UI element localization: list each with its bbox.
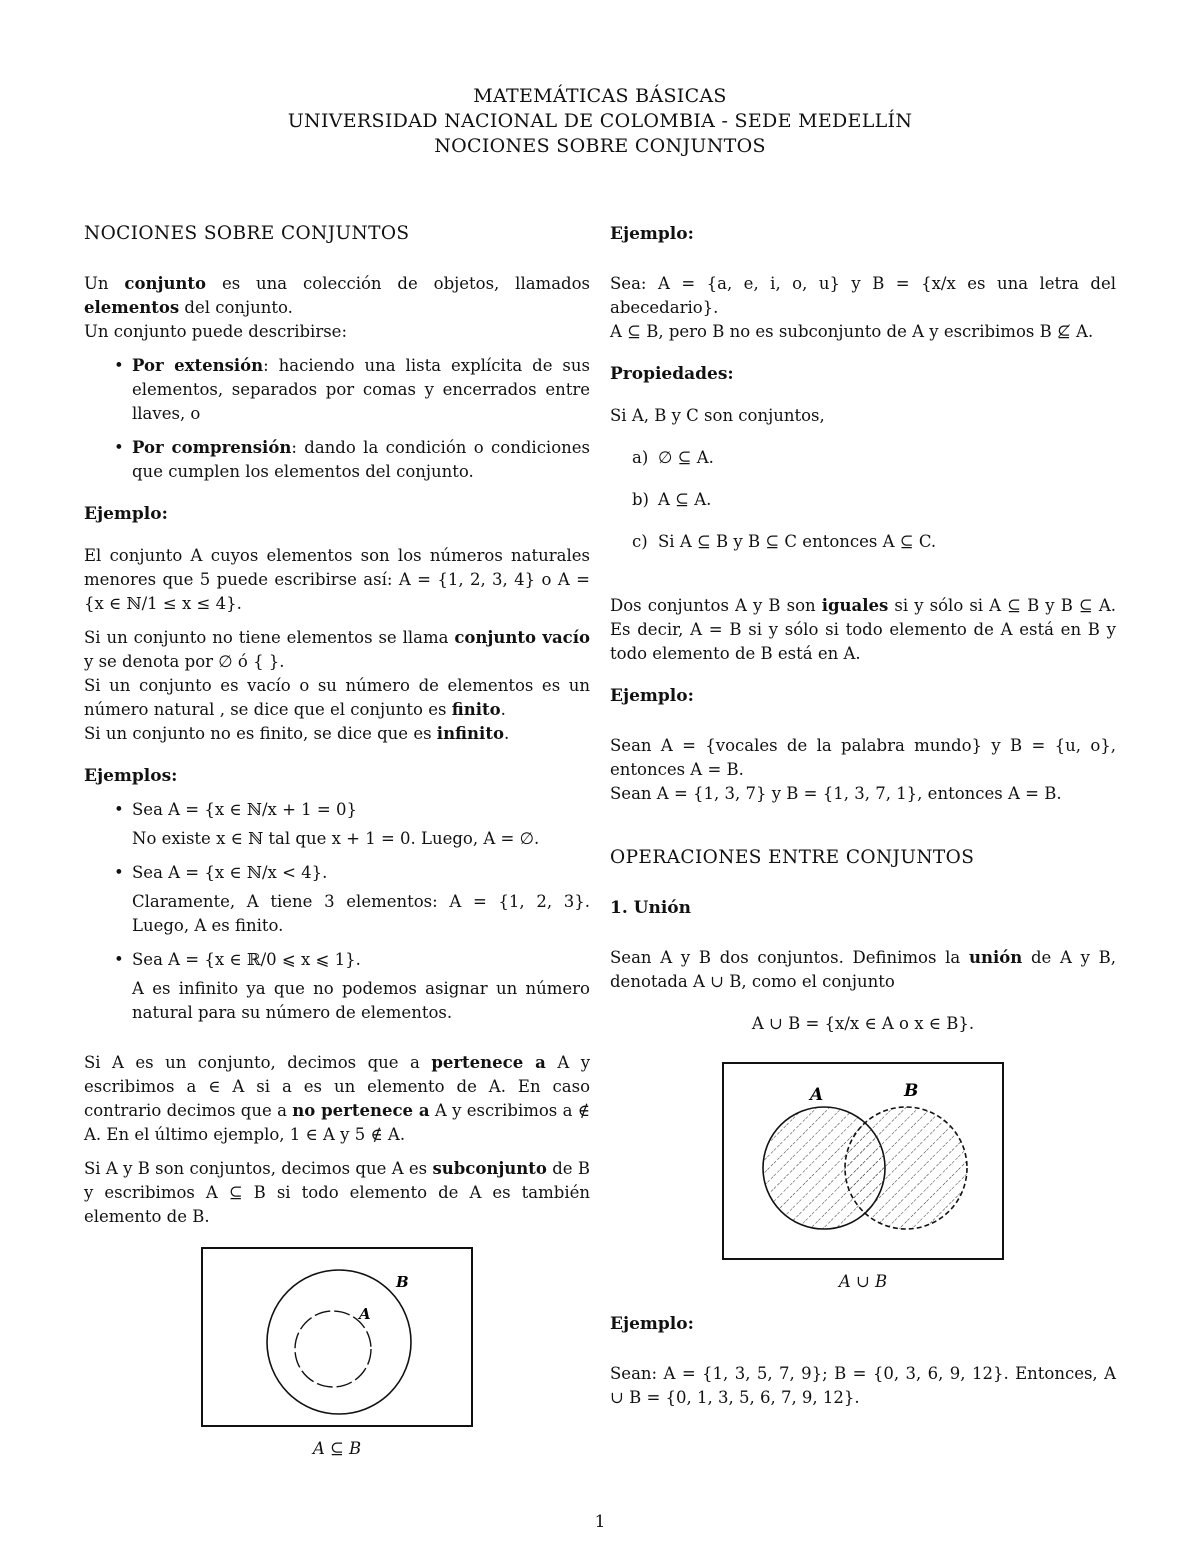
empty-set-paragraph: Si un conjunto no tiene elementos se llama conjunto vacío y se denota por ∅ ó { }. <box>84 628 590 671</box>
example-item-2: • Sea A = {x ∈ ℕ/x < 4}. <box>84 861 590 885</box>
left-column <box>84 222 590 1461</box>
circle-b <box>845 1107 967 1229</box>
properties-intro: Si A, B y C son conjuntos, <box>610 406 825 425</box>
term-elementos: elementos <box>84 298 180 317</box>
term-conjunto: conjunto <box>124 274 207 293</box>
university-name: UNIVERSIDAD NACIONAL DE COLOMBIA - SEDE MEDELLÍN <box>287 110 913 132</box>
bullet-comprension: • Por comprensión: dando la condición o condiciones que cumplen los elementos del conjunto. <box>84 436 590 484</box>
vowels-example: Sea: A = {a, e, i, o, u} y B = {x/x es una letra del abecedario}. <box>610 274 1116 317</box>
example-item-1: • Sea A = {x ∈ ℕ/x + 1 = 0} <box>84 798 590 822</box>
subtitle-union: 1. Unión <box>610 898 692 918</box>
label-b: B <box>396 1273 409 1291</box>
vowels-conclusion: A ⊆ B, pero B no es subconjunto de A y escribimos B ⊈ A. <box>610 322 1094 341</box>
describe-paragraph: Un conjunto puede describirse: <box>84 322 348 341</box>
right-column <box>610 222 1116 1410</box>
subtitle-ejemplo-equality: Ejemplo: <box>610 686 694 706</box>
label-a: A <box>810 1085 824 1105</box>
subset-venn-diagram <box>201 1247 473 1427</box>
union-example: Sean: A = {1, 3, 5, 7, 9}; B = {0, 3, 6, 9, 12}. Entonces, A ∪ B = {0, 1, 3, 5, 6, 7, 9, 12}. <box>610 1364 1116 1407</box>
page-number: 1 <box>594 1512 606 1532</box>
subtitle-ejemplo-union: Ejemplo: <box>610 1314 694 1334</box>
subset-caption: A ⊆ B <box>312 1439 362 1458</box>
subtitle-ejemplo-right: Ejemplo: <box>610 224 694 244</box>
example-item-3-detail: A es infinito ya que no podemos asignar un número natural para su número de elementos. <box>132 979 590 1022</box>
equality-paragraph: Dos conjuntos A y B son iguales si y sólo si A ⊆ B y B ⊆ A. Es decir, A = B si y sólo si todo elemento de A está en B y todo elemento de B está en A. <box>610 596 1116 663</box>
equality-example-1: Sean A = {vocales de la palabra mundo} y B = {u, o}, entonces A = B. <box>610 736 1116 779</box>
circle-b <box>267 1270 411 1414</box>
membership-paragraph: Si A es un conjunto, decimos que a pertenece a A y escribimos a ∈ A si a es un elemento de A. En caso contrario decimos que a no pertenece a A y escribimos a ∉ A. En el último ejemplo, 1 ∈ A y 5 ∉ A. <box>84 1053 591 1144</box>
section-title-operaciones: OPERACIONES ENTRE CONJUNTOS <box>610 847 975 868</box>
section-title-nociones: NOCIONES SOBRE CONJUNTOS <box>84 223 410 244</box>
union-venn-diagram <box>722 1062 1004 1260</box>
subtitle-ejemplos: Ejemplos: <box>84 766 178 786</box>
example-paragraph: El conjunto A cuyos elementos son los números naturales menores que 5 puede escribirse así: A = {1, 2, 3, 4} o A = {x ∈ ℕ/1 ≤ x ≤ 4}. <box>84 546 590 613</box>
property-c: c) Si A ⊆ B y B ⊆ C entonces A ⊆ C. <box>632 532 937 551</box>
example-item-1-detail: No existe x ∈ ℕ tal que x + 1 = 0. Luego, A = ∅. <box>132 829 540 848</box>
topic-title: NOCIONES SOBRE CONJUNTOS <box>434 135 766 157</box>
definition-paragraph: Un conjunto es una colección de objetos, llamados elementos del conjunto. <box>84 274 590 317</box>
label-a: A <box>359 1305 371 1323</box>
equality-example-2: Sean A = {1, 3, 7} y B = {1, 3, 7, 1}, entonces A = B. <box>610 784 1062 803</box>
subtitle-propiedades: Propiedades: <box>610 364 734 384</box>
document-header <box>0 84 1200 159</box>
property-b: b) A ⊆ A. <box>632 490 712 509</box>
finite-paragraph: Si un conjunto es vacío o su número de elementos es un número natural , se dice que el conjunto es finito. <box>84 676 590 719</box>
property-a: a) ∅ ⊆ A. <box>632 448 714 467</box>
label-b: B <box>904 1081 919 1101</box>
infinite-paragraph: Si un conjunto no es finito, se dice que es infinito. <box>84 724 510 743</box>
example-item-3: • Sea A = {x ∈ ℝ/0 ⩽ x ⩽ 1}. <box>84 948 590 972</box>
union-caption: A ∪ B <box>838 1272 888 1291</box>
union-definition: Sean A y B dos conjuntos. Definimos la unión de A y B, denotada A ∪ B, como el conjunto <box>610 948 1116 991</box>
subtitle-ejemplo: Ejemplo: <box>84 504 168 524</box>
subset-paragraph: Si A y B son conjuntos, decimos que A es subconjunto de B y escribimos A ⊆ B si todo elemento de A es también elemento de B. <box>84 1159 590 1226</box>
union-formula: A ∪ B = {x/x ∈ A o x ∈ B}. <box>751 1014 975 1033</box>
course-title: MATEMÁTICAS BÁSICAS <box>473 85 727 107</box>
bullet-extension: • Por extensión: haciendo una lista explícita de sus elementos, separados por comas y encerrados entre llaves, o <box>84 354 590 426</box>
example-item-2-detail: Claramente, A tiene 3 elementos: A = {1, 2, 3}. Luego, A es finito. <box>132 892 590 935</box>
